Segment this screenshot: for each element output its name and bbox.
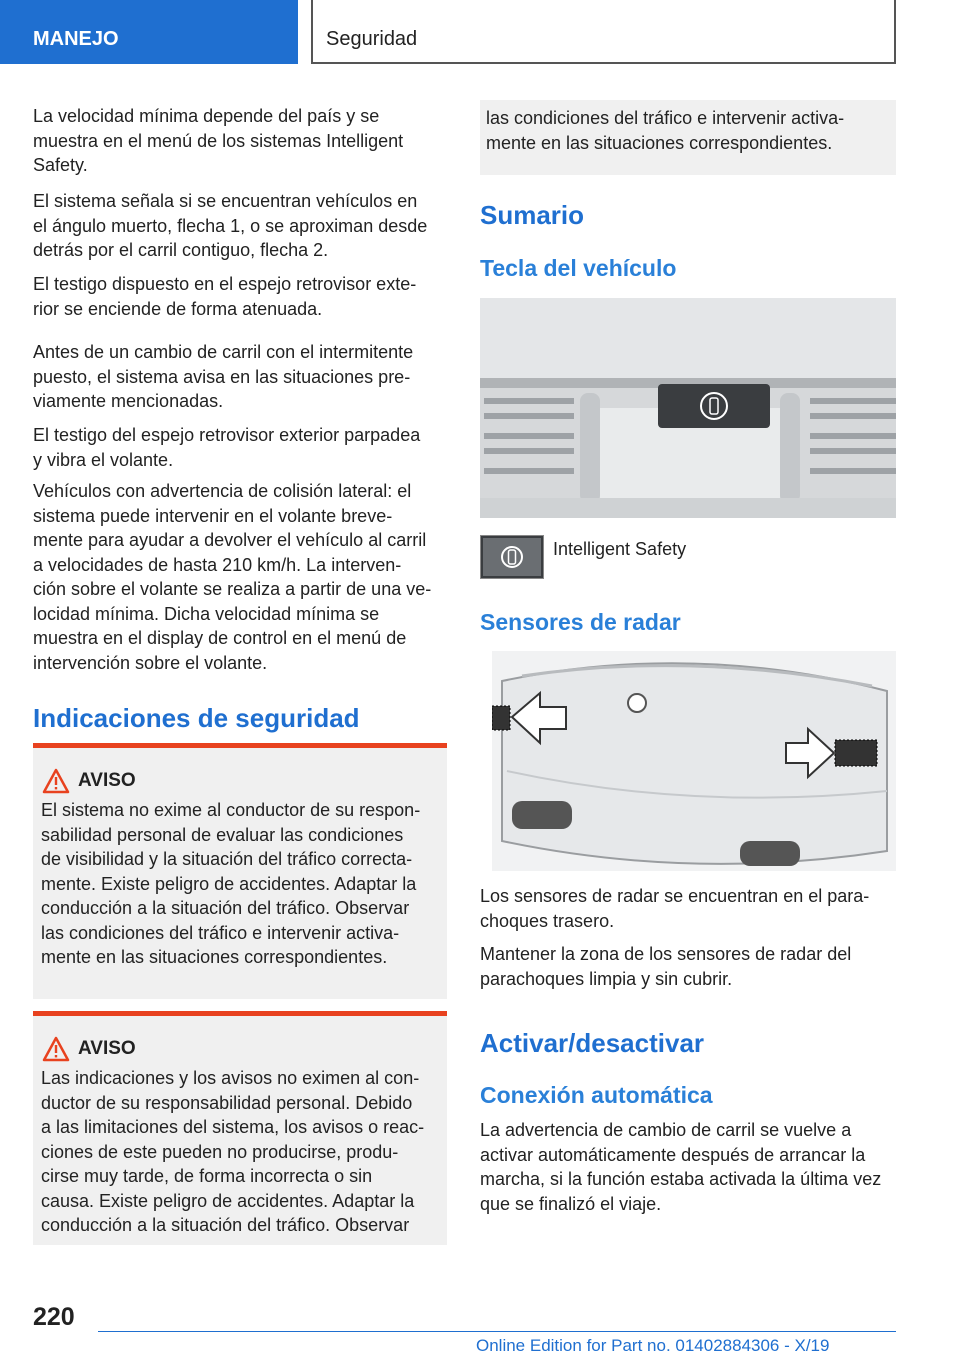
chapter-label: Seguridad <box>326 28 418 50</box>
section-tab <box>0 0 298 64</box>
page-number: 220 <box>33 1303 75 1331</box>
paragraph: La velocidad mínima depende del país y se muestra en el menú de los sistemas Intelligent Safety. <box>33 106 404 175</box>
warning-title: AVISO <box>78 770 136 791</box>
warning-box-continued <box>480 100 896 175</box>
warning-text: Las indicaciones y los avisos no eximen al con- ductor de su responsabilidad personal. Debido a las limitaciones del sistema, los avisos o reac- ciones de este pueden no producirse, produ- cirse muy tarde, de forma incorrecta o sin causa. Existe peligro de accidentes. Adaptar la conducción a la situación del tráfico. Observar <box>41 1068 425 1235</box>
paragraph: Los sensores de radar se encuentran en el para- choques trasero. <box>480 886 870 931</box>
footer-edition: Online Edition for Part no. 01402884306 - X/19 <box>476 1336 830 1355</box>
footer-divider <box>98 1331 896 1332</box>
section-heading: Activar/desactivar <box>480 1028 705 1058</box>
paragraph: La advertencia de cambio de carril se vuelve a activar automáticamente después de arrancar la marcha, si la función estaba activada la última vez que se finalizó el viaje. <box>480 1120 882 1214</box>
paragraph: El sistema señala si se encuentran vehículos en el ángulo muerto, flecha 1, o se aproximan desde detrás por el carril contiguo, flecha 2. <box>33 191 428 260</box>
warning-text: las condiciones del tráfico e intervenir activa- mente en las situaciones correspondientes. <box>486 108 845 153</box>
warning-box <box>33 1011 447 1245</box>
subsection-heading: Tecla del vehículo <box>480 255 677 281</box>
intelligent-safety-icon <box>480 535 544 579</box>
radar-sensors-photo <box>492 651 896 871</box>
paragraph: Antes de un cambio de carril con el intermitente puesto, el sistema avisa en las situaciones pre- viamente mencionadas. <box>33 342 414 411</box>
subsection-heading: Conexión automática <box>480 1082 713 1108</box>
paragraph: Vehículos con advertencia de colisión lateral: el sistema puede intervenir en el volante breve- mente para ayudar a devolver el vehículo al carril a velocidades de hasta 210 km/h. La interven- ción sobre el volante se realiza a partir de una ve- locidad mínima. Dicha velocidad mínima se muestra en el display de control en el menú de intervención sobre el volante. <box>33 481 432 673</box>
warning-icon <box>42 768 70 799</box>
section-heading: Indicaciones de seguridad <box>33 703 360 733</box>
subsection-heading: Sensores de radar <box>480 609 681 635</box>
section-label: MANEJO <box>33 28 119 50</box>
warning-title: AVISO <box>78 1038 136 1059</box>
chapter-tab <box>311 0 896 64</box>
warning-text: El sistema no exime al conductor de su respon- sabilidad personal de evaluar las condiciones de visibilidad y la situación del tráfico correcta- mente. Existe peligro de accidentes. Adaptar la conducción a la situación del tráfico. Observar las condiciones del tráfico e intervenir activa- mente en las situaciones correspondientes. <box>41 800 421 967</box>
paragraph: El testigo del espejo retrovisor exterior parpadea y vibra el volante. <box>33 425 421 470</box>
paragraph: Mantener la zona de los sensores de radar del parachoques limpia y sin cubrir. <box>480 944 852 989</box>
vehicle-button-photo <box>480 298 896 518</box>
paragraph: El testigo dispuesto en el espejo retrovisor exte- rior se enciende de forma atenuada. <box>33 274 417 319</box>
warning-icon <box>42 1036 70 1067</box>
warning-box <box>33 743 447 999</box>
button-label: Intelligent Safety <box>553 539 687 559</box>
section-heading: Sumario <box>480 200 585 230</box>
